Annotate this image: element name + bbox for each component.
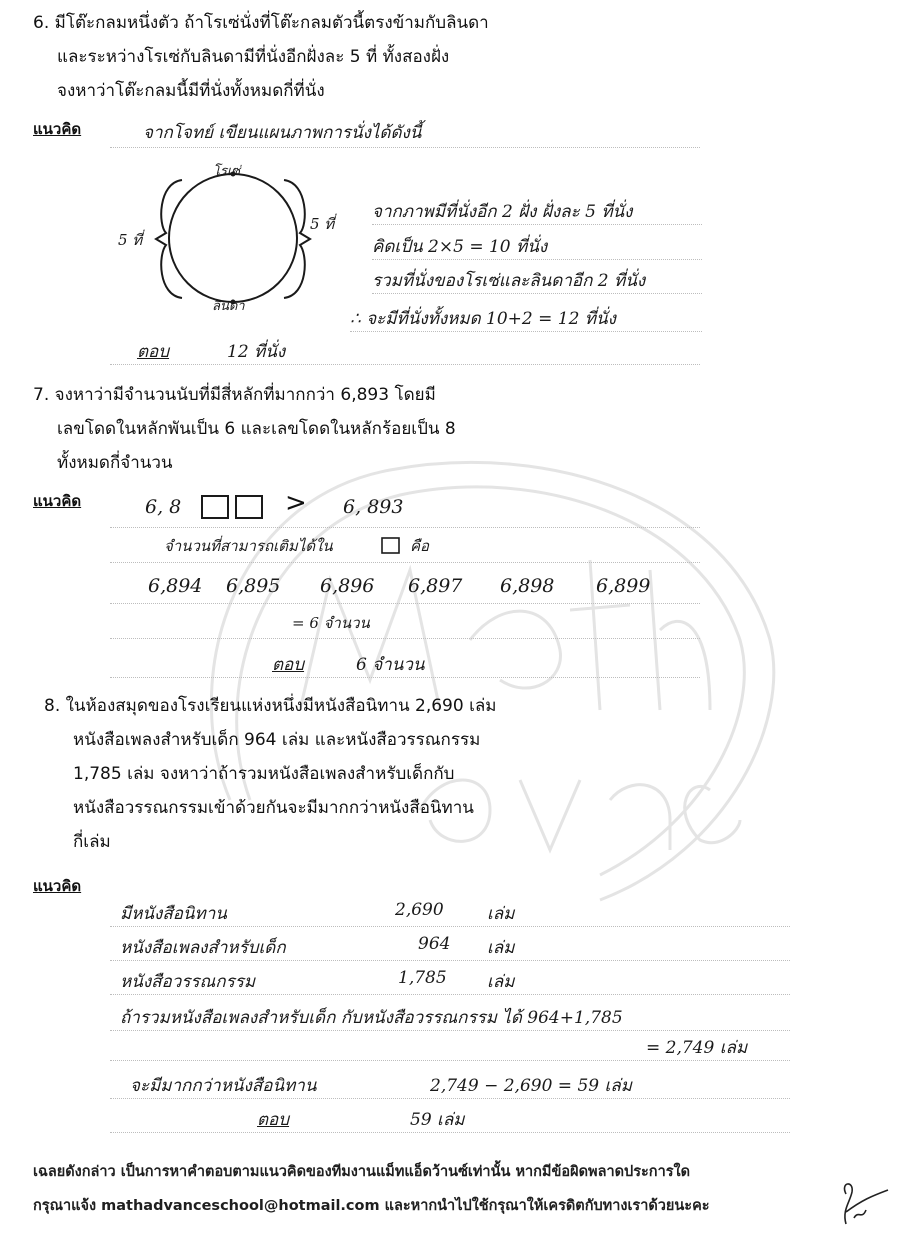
diagram-left-label: 5 ที่ [118,231,143,249]
round-table-circle [169,174,297,302]
problem7-hint-label: แนวคิด [33,492,82,510]
watermark-logo [170,380,810,960]
blank-box-tens [202,496,228,518]
problem8-line3: 1,785 เล่ม จงหาว่าถ้ารวมหนังสือเพลงสำหรับเด็กกับ [73,764,455,784]
row-unit-tales: เล่ม [487,904,515,924]
blank-boxes [200,492,266,522]
diagram-right-label: 5 ที่ [310,215,335,233]
number-6894: 6,894 [148,575,203,597]
small-blank-box [380,536,402,556]
problem7-line3: ทั้งหมดกี่จำนวน [57,453,173,473]
row-value-literature: 1,785 [398,968,447,988]
greater-than-sign: > [285,488,307,518]
problem8-more-label: จะมีมากกว่าหนังสือนิทาน [130,1076,317,1096]
problem8-combine-result: = 2,749 เล่ม [646,1038,748,1058]
problem8-line5: กี่เล่ม [73,832,111,852]
problem7-line1: 7. จงหาว่ามีจำนวนนับที่มีสี่หลักที่มากกว่า 6,893 โดยมี [33,385,436,405]
problem6-step1: จากภาพมีที่นั่งอีก 2 ฝั่ง ฝั่งละ 5 ที่นั่ง [372,202,633,222]
row-unit-songs: เล่ม [487,938,515,958]
row-label-literature: หนังสือวรรณกรรม [120,972,256,992]
number-6899: 6,899 [596,575,651,597]
signature-mark [832,1180,890,1230]
problem8-line2: หนังสือเพลงสำหรับเด็ก 964 เล่ม และหนังสือวรรณกรรม [73,730,481,750]
problem7-line2: เลขโดดในหลักพันเป็น 6 และเลขโดดในหลักร้อยเป็น 8 [57,419,456,439]
problem8-combine: ถ้ารวมหนังสือเพลงสำหรับเด็ก กับหนังสือวรรณกรรม ได้ 964+1,785 [120,1008,623,1028]
problem7-fill-text: จำนวนที่สามารถเติมได้ใน [164,537,333,555]
problem6-line1: 6. มีโต๊ะกลมหนึ่งตัว ถ้าโรเซ่นั่งที่โต๊ะกลมตัวนี้ตรงข้ามกับลินดา [33,13,489,33]
problem8-line1: 8. ในห้องสมุดของโรงเรียนแห่งหนึ่งมีหนังสือนิทาน 2,690 เล่ม [44,696,497,716]
diagram-bottom-label: ลินดา [212,299,245,314]
problem7-answer: 6 จำนวน [356,655,425,675]
problem8-more-calc: 2,749 − 2,690 = 59 เล่ม [430,1076,632,1096]
problem6-hint-label: แนวคิด [33,120,82,138]
number-6895: 6,895 [226,575,281,597]
problem8-answer: 59 เล่ม [410,1110,465,1130]
problem7-fill-suffix: คือ [410,537,430,555]
problem6-answer: 12 ที่นั่ง [227,342,286,362]
blank-box-ones [236,496,262,518]
problem6-answer-label: ตอบ [137,342,170,362]
footer-disclaimer: เฉลยดังกล่าว เป็นการหาคำตอบตามแนวคิดของทีมงานแม็ทแอ็ดว้านซ์เท่านั้น หากมีข้อผิดพลาดประการใด [33,1164,691,1180]
problem7-answer-label: ตอบ [272,655,305,675]
row-label-songs: หนังสือเพลงสำหรับเด็ก [120,938,286,958]
problem6-step2: คิดเป็น 2×5 = 10 ที่นั่ง [372,237,548,257]
footer-contact: กรุณาแจ้ง mathadvanceschool@hotmail.com และหากนำไปใช้กรุณาให้เครดิตกับทางเราด้วยนะคะ [33,1198,710,1214]
number-6898: 6,898 [500,575,555,597]
problem8-answer-label: ตอบ [257,1110,290,1130]
problem7-inequality-right: 6, 893 [343,496,404,518]
number-6896: 6,896 [320,575,375,597]
row-value-tales: 2,690 [395,900,444,920]
row-label-tales: มีหนังสือนิทาน [120,904,227,924]
problem8-line4: หนังสือวรรณกรรมเข้าด้วยกันจะมีมากกว่าหนังสือนิทาน [73,798,474,818]
problem6-step3: รวมที่นั่งของโรเซ่และลินดาอีก 2 ที่นั่ง [372,271,646,291]
problem6-step4: ∴ จะมีที่นั่งทั้งหมด 10+2 = 12 ที่นั่ง [350,309,616,329]
row-value-songs: 964 [418,934,451,954]
problem7-inequality-left: 6, 8 [145,496,182,518]
row-unit-literature: เล่ม [487,972,515,992]
problem8-hint-label: แนวคิด [33,877,82,895]
number-6897: 6,897 [408,575,463,597]
problem6-work-intro: จากโจทย์ เขียนแผนภาพการนั่งได้ดังนี้ [143,123,422,143]
diagram-top-label: โรเซ่ [213,164,241,179]
problem6-line2: และระหว่างโรเซ่กับลินดามีที่นั่งอีกฝั่งละ 5 ที่ ทั้งสองฝั่ง [57,47,450,67]
problem6-line3: จงหาว่าโต๊ะกลมนี้มีที่นั่งทั้งหมดกี่ที่นั่ง [57,81,325,101]
problem7-count: = 6 จำนวน [292,614,370,632]
